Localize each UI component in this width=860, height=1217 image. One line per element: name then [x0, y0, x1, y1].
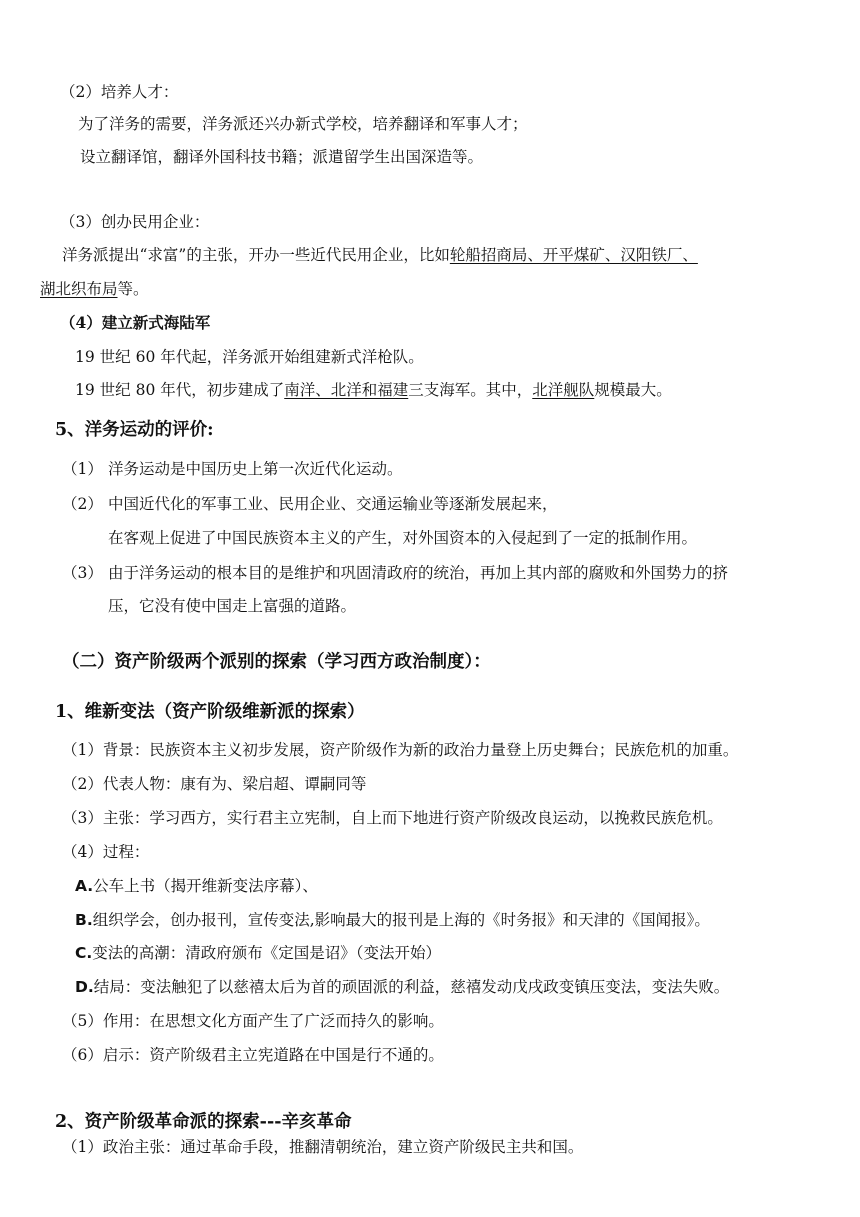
military-text-c: 规模最大。 — [594, 381, 672, 399]
evaluation-item-3-text-b: 压，它没有使中国走上富强的道路。 — [108, 597, 357, 615]
process-c-text: 变法的高潮：清政府颁布《定国是诏》（变法开始） — [92, 944, 442, 962]
evaluation-heading: 5、洋务运动的评价: — [55, 420, 214, 440]
military-beiyang-underlined: 北洋舰队 — [532, 381, 595, 399]
military-text-b: 三支海军。其中， — [408, 381, 533, 399]
reform-process-c — [75, 943, 441, 963]
reform-process-title: （4）过程： — [62, 843, 150, 861]
reform-lesson: （6）启示：资产阶级君主立宪道路在中国是行不通的。 — [62, 1046, 444, 1064]
evaluation-item-1-number: （1） — [62, 460, 103, 478]
process-d-text: 结局：变法触犯了以慈禧太后为首的顽固派的利益，慈禧发动戊戌政变镇压变法，变法失败。 — [93, 978, 730, 996]
revolution-political-goal: （1）政治主张：通过革命手段，推翻清朝统治，建立资产阶级民主共和国。 — [62, 1138, 584, 1156]
evaluation-item-2-text-b: 在客观上促进了中国民族资本主义的产生，对外国资本的入侵起到了一定的抵制作用。 — [108, 529, 698, 547]
reform-heading: 1、维新变法（资产阶级维新派的探索） — [55, 702, 365, 722]
section-enterprise-line-1 — [62, 245, 698, 265]
reform-proposal: （3）主张：学习西方，实行君主立宪制，自上而下地进行资产阶级改良运动，以挽救民族危机。 — [62, 809, 723, 827]
evaluation-item-2-text-a: 中国近代化的军事工业、民用企业、交通运输业等逐渐发展起来， — [108, 495, 558, 513]
section-enterprise-line-2 — [40, 279, 149, 299]
evaluation-item-3-number: （3） — [62, 564, 103, 582]
reform-process-a — [75, 876, 318, 896]
section-talent-line-2: 设立翻译馆，翻译外国科技书籍；派遣留学生出国深造等。 — [80, 148, 484, 166]
process-d-label: D. — [75, 978, 94, 996]
reform-effect: （5）作用：在思想文化方面产生了广泛而持久的影响。 — [62, 1012, 444, 1030]
military-text-a: 19 世纪 80 年代，初步建成了 — [75, 381, 285, 399]
evaluation-item-1-text: 洋务运动是中国历史上第一次近代化运动。 — [108, 460, 403, 478]
revolution-heading: 2、资产阶级革命派的探索---辛亥革命 — [55, 1112, 352, 1132]
section-talent-line-1: 为了洋务的需要，洋务派还兴办新式学校，培养翻译和军事人才； — [78, 115, 528, 133]
military-fleets-underlined: 南洋、北洋和福建 — [284, 381, 409, 399]
enterprise-hubei-underlined: 湖北织布局 — [40, 280, 118, 298]
enterprise-list-underlined: 轮船招商局、开平煤矿、汉阳铁厂、 — [449, 246, 698, 264]
process-a-label: A. — [75, 877, 94, 895]
evaluation-item-3-text-a: 由于洋务运动的根本目的是维护和巩固清政府的统治，再加上其内部的腐败和外国势力的挤 — [108, 564, 729, 582]
section-talent-title: （2）培养人才： — [60, 83, 179, 101]
section-military-line-1: 19 世纪 60 年代起，洋务派开始组建新式洋枪队。 — [75, 348, 424, 366]
reform-background: （1）背景：民族资本主义初步发展，资产阶级作为新的政治力量登上历史舞台；民族危机的加重。 — [62, 741, 739, 759]
part-two-heading: （二）资产阶级两个派别的探索（学习西方政治制度）： — [62, 652, 491, 672]
section-military-title: （4）建立新式海陆军 — [60, 313, 211, 332]
reform-figures: （2）代表人物：康有为、梁启超、谭嗣同等 — [62, 775, 367, 793]
enterprise-tail: 等。 — [117, 280, 149, 298]
reform-process-d — [75, 977, 729, 997]
process-c-label: C. — [75, 944, 93, 962]
process-a-text: 公车上书（揭开维新变法序幕）、 — [93, 877, 318, 895]
section-military-line-2 — [75, 380, 672, 400]
section-enterprise-title: （3）创办民用企业： — [60, 213, 210, 231]
evaluation-item-2-number: （2） — [62, 495, 103, 513]
process-b-label: B. — [75, 911, 93, 929]
enterprise-text: 洋务派提出“求富”的主张，开办一些近代民用企业，比如 — [62, 246, 450, 264]
reform-process-b — [75, 910, 710, 930]
process-b-text: 组织学会，创办报刊，宣传变法,影响最大的报刊是上海的《时务报》和天津的《国闻报》。 — [92, 911, 710, 929]
